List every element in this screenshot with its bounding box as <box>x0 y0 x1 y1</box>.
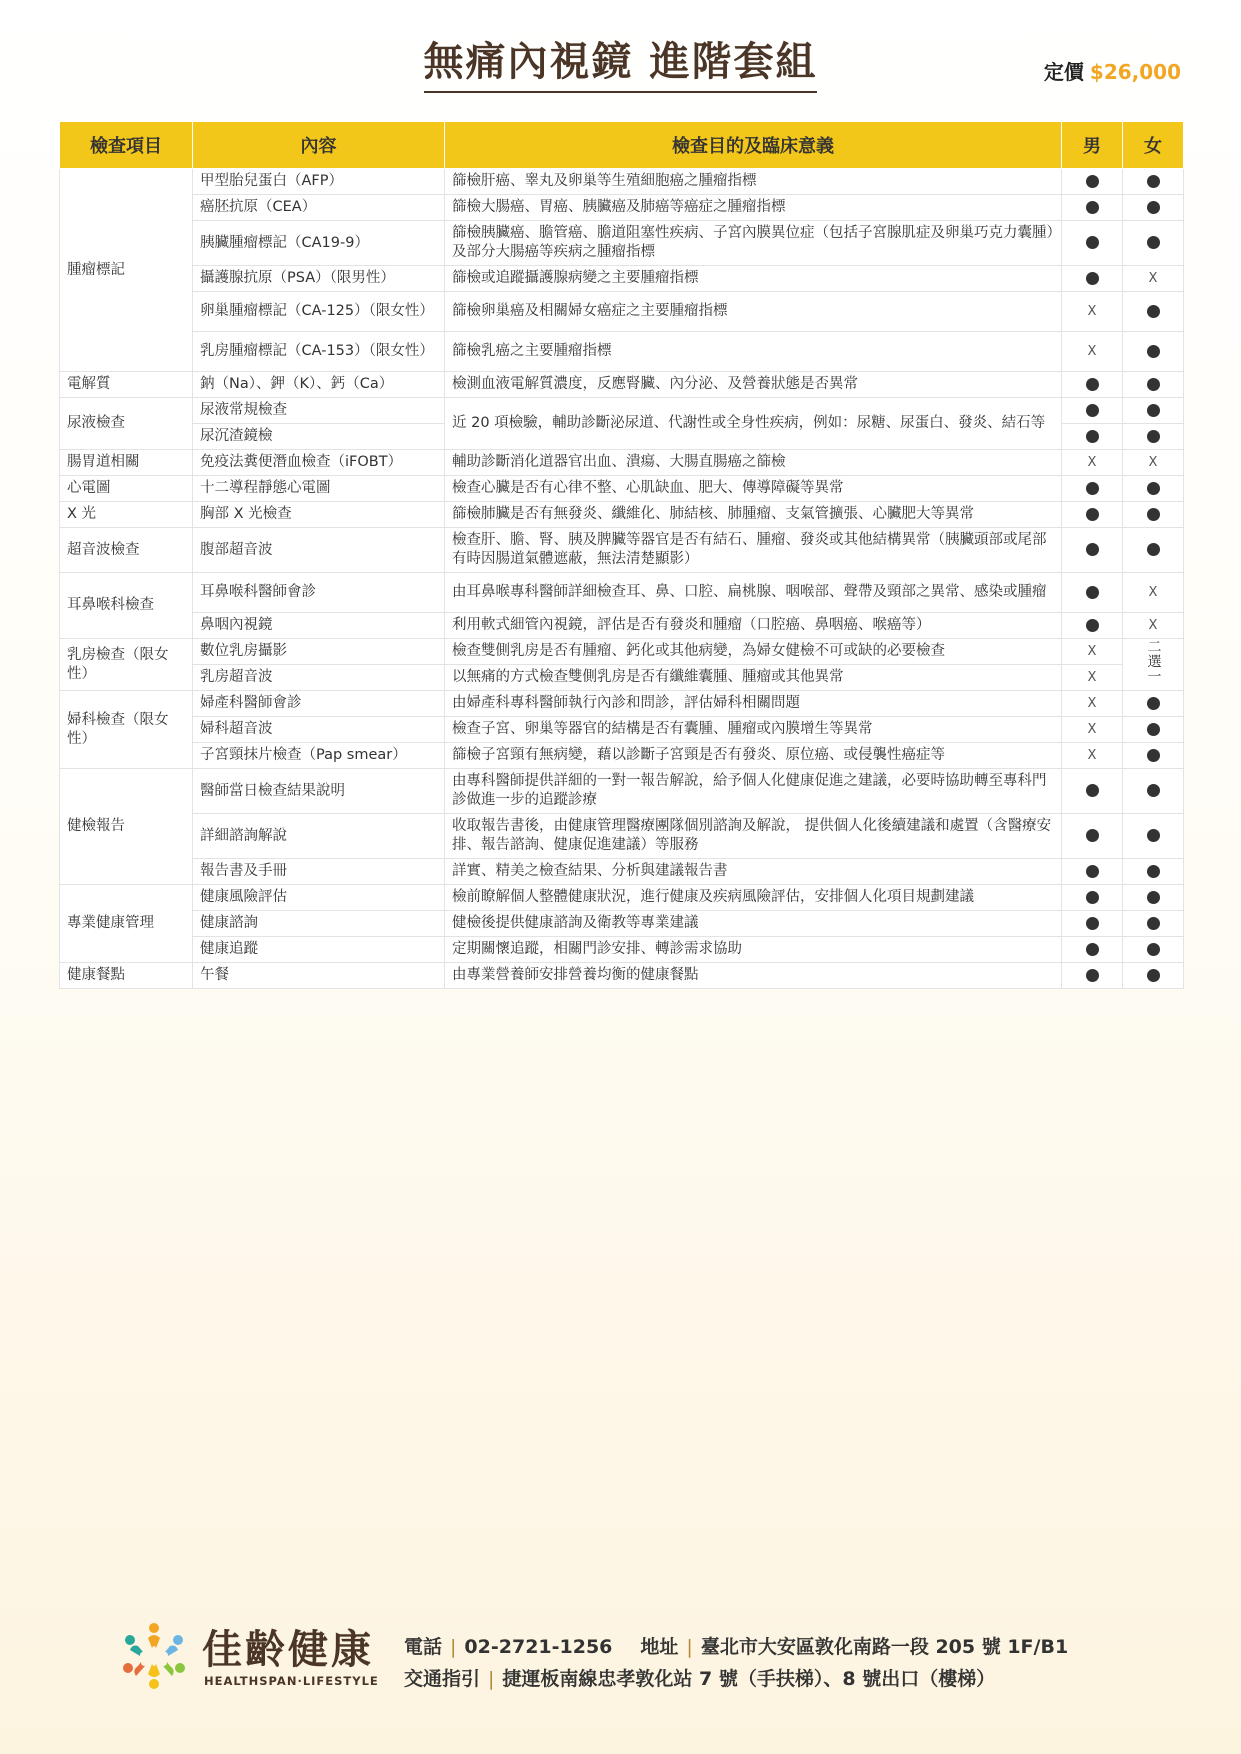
transit-text: 捷運板南線忠孝敦化站 7 號（手扶梯）、8 號出口（樓梯） <box>502 1668 996 1690</box>
included-dot-icon <box>1147 829 1160 842</box>
item-cell: 午餐 <box>193 963 445 989</box>
phone-number: 02-2721-1256 <box>464 1636 613 1658</box>
col-header-category: 檢查項目 <box>60 122 193 169</box>
excluded-mark: X <box>1087 344 1097 359</box>
purpose-cell: 由專科醫師提供詳細的一對一報告解說，給予個人化健康促進之建議，必要時協助轉至專科門診做進一步的追蹤診療 <box>445 769 1062 814</box>
male-mark-cell <box>1062 221 1123 266</box>
purpose-cell: 由婦產科專科醫師執行內診和問診，評估婦科相關問題 <box>445 691 1062 717</box>
female-mark-cell <box>1123 195 1184 221</box>
item-cell: 健康追蹤 <box>193 937 445 963</box>
female-mark-cell <box>1123 221 1184 266</box>
female-mark-cell <box>1123 963 1184 989</box>
male-mark-cell <box>1062 885 1123 911</box>
included-dot-icon <box>1086 891 1099 904</box>
excluded-mark: X <box>1087 644 1097 659</box>
male-mark-cell <box>1062 769 1123 814</box>
excluded-mark: X <box>1087 304 1097 319</box>
female-mark-cell <box>1123 502 1184 528</box>
table-row <box>60 743 1184 769</box>
item-cell: 鼻咽內視鏡 <box>193 613 445 639</box>
purpose-cell: 詳實、精美之檢查結果、分析與建議報告書 <box>445 859 1062 885</box>
item-cell: 婦產科醫師會診 <box>193 691 445 717</box>
col-header-purpose: 檢查目的及臨床意義 <box>445 122 1062 169</box>
item-cell: 詳細諮詢解說 <box>193 814 445 859</box>
table-row <box>60 859 1184 885</box>
table-row <box>60 911 1184 937</box>
female-mark-cell <box>1123 814 1184 859</box>
female-mark-cell <box>1123 450 1184 476</box>
category-cell: X 光 <box>60 502 193 528</box>
included-dot-icon <box>1086 404 1099 417</box>
excluded-mark: X <box>1148 618 1158 633</box>
item-cell: 婦科超音波 <box>193 717 445 743</box>
male-mark-cell <box>1062 963 1123 989</box>
col-header-male: 男 <box>1062 122 1123 169</box>
female-mark-cell <box>1123 717 1184 743</box>
table-row <box>60 665 1184 691</box>
item-cell: 醫師當日檢查結果說明 <box>193 769 445 814</box>
item-cell: 數位乳房攝影 <box>193 639 445 665</box>
category-cell: 腫瘤標記 <box>60 169 193 372</box>
price <box>1044 56 1181 85</box>
category-cell: 腸胃道相關 <box>60 450 193 476</box>
male-mark-cell <box>1062 743 1123 769</box>
purpose-cell: 篩檢肺臟是否有無發炎、纖維化、肺結核、肺腫瘤、支氣管擴張、心臟肥大等異常 <box>445 502 1062 528</box>
table-row <box>60 398 1184 424</box>
included-dot-icon <box>1086 943 1099 956</box>
item-cell: 健康風險評估 <box>193 885 445 911</box>
transit-label: 交通指引 <box>404 1668 481 1690</box>
col-header-item: 內容 <box>193 122 445 169</box>
item-cell: 卵巢腫瘤標記（CA-125）（限女性） <box>193 292 445 332</box>
included-dot-icon <box>1147 697 1160 710</box>
exam-table <box>59 121 1184 989</box>
included-dot-icon <box>1086 784 1099 797</box>
purpose-cell: 篩檢肝癌、睾丸及卵巢等生殖細胞癌之腫瘤指標 <box>445 169 1062 195</box>
female-mark-cell <box>1123 769 1184 814</box>
table-row <box>60 963 1184 989</box>
item-cell: 免疫法糞便潛血檢查（iFOBT） <box>193 450 445 476</box>
excluded-mark: X <box>1087 696 1097 711</box>
female-mark-cell <box>1123 332 1184 372</box>
purpose-cell: 篩檢卵巢癌及相關婦女癌症之主要腫瘤指標 <box>445 292 1062 332</box>
item-cell: 甲型胎兒蛋白（AFP） <box>193 169 445 195</box>
included-dot-icon <box>1147 305 1160 318</box>
category-cell: 電解質 <box>60 372 193 398</box>
included-dot-icon <box>1086 543 1099 556</box>
female-mark-cell <box>1123 859 1184 885</box>
purpose-cell: 檢查肝、膽、腎、胰及脾臟等器官是否有結石、腫瘤、發炎或其他結構異常（胰臟頭部或尾部有時因腸道氣體遮蔽，無法清楚顯影） <box>445 528 1062 573</box>
female-mark-cell <box>1123 292 1184 332</box>
included-dot-icon <box>1147 404 1160 417</box>
included-dot-icon <box>1086 236 1099 249</box>
excluded-mark: X <box>1148 455 1158 470</box>
purpose-cell: 篩檢子宮頸有無病變，藉以診斷子宮頸是否有發炎、原位癌、或侵襲性癌症等 <box>445 743 1062 769</box>
male-mark-cell <box>1062 639 1123 665</box>
purpose-cell: 由耳鼻喉專科醫師詳細檢查耳、鼻、口腔、扁桃腺、咽喉部、聲帶及頸部之異常、感染或腫瘤 <box>445 573 1062 613</box>
item-cell: 攝護腺抗原（PSA）（限男性） <box>193 266 445 292</box>
female-mark-cell <box>1123 885 1184 911</box>
included-dot-icon <box>1086 619 1099 632</box>
item-cell: 尿液常規檢查 <box>193 398 445 424</box>
separator: | <box>686 1636 693 1658</box>
phone-label: 電話 <box>404 1636 443 1658</box>
included-dot-icon <box>1147 430 1160 443</box>
included-dot-icon <box>1147 508 1160 521</box>
table-row <box>60 639 1184 665</box>
purpose-cell: 檢查心臟是否有心律不整、心肌缺血、肥大、傳導障礙等異常 <box>445 476 1062 502</box>
excluded-mark: X <box>1087 670 1097 685</box>
female-mark-cell <box>1123 476 1184 502</box>
table-row <box>60 613 1184 639</box>
contact-line-2 <box>404 1664 995 1691</box>
purpose-cell: 由專業營養師安排營養均衡的健康餐點 <box>445 963 1062 989</box>
table-row <box>60 292 1184 332</box>
table-row <box>60 502 1184 528</box>
female-mark-cell <box>1123 573 1184 613</box>
female-mark-cell <box>1123 266 1184 292</box>
included-dot-icon <box>1147 891 1160 904</box>
included-dot-icon <box>1147 784 1160 797</box>
male-mark-cell <box>1062 937 1123 963</box>
item-cell: 胸部 X 光檢查 <box>193 502 445 528</box>
excluded-mark: X <box>1087 748 1097 763</box>
brand-logo-icon <box>118 1620 190 1692</box>
exam-table-body <box>60 169 1184 989</box>
female-mark-cell <box>1123 424 1184 450</box>
purpose-cell: 定期關懷追蹤，相關門診安排、轉診需求協助 <box>445 937 1062 963</box>
table-header-row <box>60 122 1184 169</box>
included-dot-icon <box>1086 430 1099 443</box>
included-dot-icon <box>1086 482 1099 495</box>
included-dot-icon <box>1147 345 1160 358</box>
included-dot-icon <box>1147 943 1160 956</box>
brand-name: 佳齡健康 <box>202 1627 374 1673</box>
table-row <box>60 450 1184 476</box>
category-cell: 健檢報告 <box>60 769 193 885</box>
male-mark-cell <box>1062 691 1123 717</box>
excluded-mark: X <box>1087 455 1097 470</box>
table-row <box>60 691 1184 717</box>
purpose-cell: 檢查雙側乳房是否有腫瘤、鈣化或其他病變，為婦女健檢不可或缺的必要檢查 <box>445 639 1062 665</box>
male-mark-cell <box>1062 502 1123 528</box>
included-dot-icon <box>1147 378 1160 391</box>
male-mark-cell <box>1062 450 1123 476</box>
purpose-cell: 輔助診斷消化道器官出血、潰瘍、大腸直腸癌之篩檢 <box>445 450 1062 476</box>
excluded-mark: X <box>1087 722 1097 737</box>
category-cell: 心電圖 <box>60 476 193 502</box>
purpose-cell: 利用軟式細管內視鏡，評估是否有發炎和腫瘤（口腔癌、鼻咽癌、喉癌等） <box>445 613 1062 639</box>
female-mark-cell <box>1123 639 1184 691</box>
category-cell: 尿液檢查 <box>60 398 193 450</box>
included-dot-icon <box>1086 272 1099 285</box>
purpose-cell: 近 20 項檢驗，輔助診斷泌尿道、代謝性或全身性疾病，例如：尿糖、尿蛋白、發炎、結石等 <box>445 398 1062 450</box>
purpose-cell: 收取報告書後，由健康管理醫療團隊個別諮詢及解說， 提供個人化後續建議和處置（含醫療安排、報告諮詢、健康促進建議）等服務 <box>445 814 1062 859</box>
choose-one-mark: 二選一 <box>1145 639 1162 684</box>
female-mark-cell <box>1123 169 1184 195</box>
female-mark-cell <box>1123 398 1184 424</box>
purpose-cell: 以無痛的方式檢查雙側乳房是否有纖維囊腫、腫瘤或其他異常 <box>445 665 1062 691</box>
male-mark-cell <box>1062 859 1123 885</box>
male-mark-cell <box>1062 717 1123 743</box>
male-mark-cell <box>1062 911 1123 937</box>
table-row <box>60 528 1184 573</box>
purpose-cell: 篩檢胰臟癌、膽管癌、膽道阻塞性疾病、子宮內膜異位症（包括子宮腺肌症及卵巢巧克力囊腫）及部分大腸癌等疾病之腫瘤指標 <box>445 221 1062 266</box>
male-mark-cell <box>1062 573 1123 613</box>
category-cell: 超音波檢查 <box>60 528 193 573</box>
excluded-mark: X <box>1148 585 1158 600</box>
address-label: 地址 <box>640 1636 679 1658</box>
item-cell: 十二導程靜態心電圖 <box>193 476 445 502</box>
table-row <box>60 221 1184 266</box>
included-dot-icon <box>1086 969 1099 982</box>
male-mark-cell <box>1062 613 1123 639</box>
included-dot-icon <box>1147 175 1160 188</box>
included-dot-icon <box>1086 201 1099 214</box>
male-mark-cell <box>1062 665 1123 691</box>
included-dot-icon <box>1147 917 1160 930</box>
item-cell: 尿沉渣鏡檢 <box>193 424 445 450</box>
table-row <box>60 476 1184 502</box>
page-title: 無痛內視鏡 進階套組 <box>424 30 818 93</box>
col-header-female: 女 <box>1123 122 1184 169</box>
female-mark-cell <box>1123 613 1184 639</box>
included-dot-icon <box>1147 482 1160 495</box>
table-row <box>60 332 1184 372</box>
male-mark-cell <box>1062 424 1123 450</box>
table-row <box>60 195 1184 221</box>
purpose-cell: 篩檢大腸癌、胃癌、胰臟癌及肺癌等癌症之腫瘤指標 <box>445 195 1062 221</box>
included-dot-icon <box>1086 829 1099 842</box>
item-cell: 癌胚抗原（CEA） <box>193 195 445 221</box>
female-mark-cell <box>1123 691 1184 717</box>
excluded-mark: X <box>1148 271 1158 286</box>
included-dot-icon <box>1147 543 1160 556</box>
male-mark-cell <box>1062 292 1123 332</box>
male-mark-cell <box>1062 195 1123 221</box>
item-cell: 子宮頸抹片檢查（Pap smear） <box>193 743 445 769</box>
contact-line-1 <box>404 1632 1068 1659</box>
item-cell: 胰臟腫瘤標記（CA19-9） <box>193 221 445 266</box>
address-text: 臺北市大安區敦化南路一段 205 號 1F/B1 <box>700 1636 1069 1658</box>
included-dot-icon <box>1147 749 1160 762</box>
included-dot-icon <box>1086 508 1099 521</box>
female-mark-cell <box>1123 937 1184 963</box>
purpose-cell: 檢查子宮、卵巢等器官的結構是否有囊腫、腫瘤或內膜增生等異常 <box>445 717 1062 743</box>
item-cell: 健康諮詢 <box>193 911 445 937</box>
table-row <box>60 937 1184 963</box>
item-cell: 乳房超音波 <box>193 665 445 691</box>
included-dot-icon <box>1086 586 1099 599</box>
category-cell: 耳鼻喉科檢查 <box>60 573 193 639</box>
included-dot-icon <box>1086 917 1099 930</box>
purpose-cell: 篩檢乳癌之主要腫瘤指標 <box>445 332 1062 372</box>
male-mark-cell <box>1062 266 1123 292</box>
separator: | <box>450 1636 457 1658</box>
purpose-cell: 檢前瞭解個人整體健康狀況，進行健康及疾病風險評估，安排個人化項目規劃建議 <box>445 885 1062 911</box>
included-dot-icon <box>1147 969 1160 982</box>
male-mark-cell <box>1062 332 1123 372</box>
male-mark-cell <box>1062 169 1123 195</box>
category-cell: 婦科檢查（限女性） <box>60 691 193 769</box>
included-dot-icon <box>1086 865 1099 878</box>
table-row <box>60 169 1184 195</box>
category-cell: 健康餐點 <box>60 963 193 989</box>
item-cell: 耳鼻喉科醫師會診 <box>193 573 445 613</box>
female-mark-cell <box>1123 528 1184 573</box>
included-dot-icon <box>1147 236 1160 249</box>
price-value: $26,000 <box>1089 60 1181 84</box>
male-mark-cell <box>1062 372 1123 398</box>
included-dot-icon <box>1086 378 1099 391</box>
item-cell: 報告書及手冊 <box>193 859 445 885</box>
table-row <box>60 814 1184 859</box>
male-mark-cell <box>1062 476 1123 502</box>
male-mark-cell <box>1062 528 1123 573</box>
table-row <box>60 769 1184 814</box>
female-mark-cell <box>1123 372 1184 398</box>
item-cell: 腹部超音波 <box>193 528 445 573</box>
table-row <box>60 573 1184 613</box>
table-row <box>60 372 1184 398</box>
male-mark-cell <box>1062 814 1123 859</box>
purpose-cell: 篩檢或追蹤攝護腺病變之主要腫瘤指標 <box>445 266 1062 292</box>
item-cell: 鈉（Na）、鉀（K）、鈣（Ca） <box>193 372 445 398</box>
table-row <box>60 266 1184 292</box>
included-dot-icon <box>1147 201 1160 214</box>
purpose-cell: 健檢後提供健康諮詢及衛教等專業建議 <box>445 911 1062 937</box>
included-dot-icon <box>1147 865 1160 878</box>
category-cell: 乳房檢查（限女性） <box>60 639 193 691</box>
female-mark-cell <box>1123 743 1184 769</box>
female-mark-cell <box>1123 911 1184 937</box>
table-row <box>60 885 1184 911</box>
purpose-cell: 檢測血液電解質濃度，反應腎臟、內分泌、及營養狀態是否異常 <box>445 372 1062 398</box>
footer <box>118 1618 1118 1698</box>
price-label: 定價 <box>1043 60 1084 84</box>
male-mark-cell <box>1062 398 1123 424</box>
separator: | <box>488 1668 495 1690</box>
category-cell: 專業健康管理 <box>60 885 193 963</box>
item-cell: 乳房腫瘤標記（CA-153）（限女性） <box>193 332 445 372</box>
brand-subtitle: HEALTHSPAN·LIFESTYLE <box>204 1674 379 1688</box>
included-dot-icon <box>1147 723 1160 736</box>
table-row <box>60 717 1184 743</box>
included-dot-icon <box>1086 175 1099 188</box>
